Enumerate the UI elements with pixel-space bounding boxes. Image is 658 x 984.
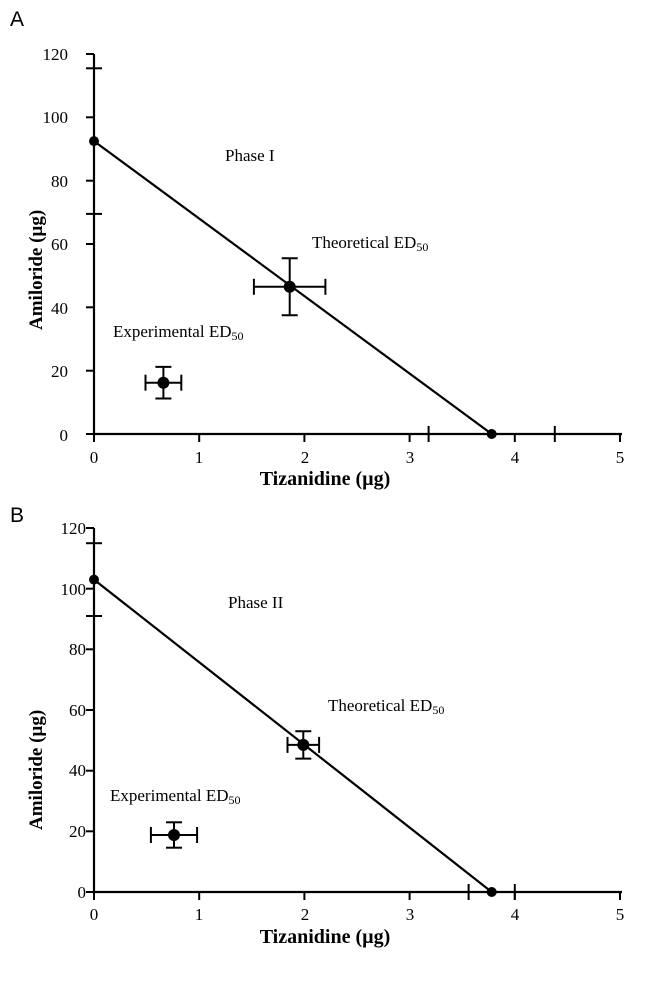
x-axis-label-a: Tizanidine (µg) xyxy=(259,468,391,490)
y-axis-label-b: Amiloride (µg) xyxy=(26,709,47,830)
x-tick-label-a-0: 0 xyxy=(89,448,99,467)
x-intercept-marker-a xyxy=(487,429,497,439)
y-intercept-marker-b xyxy=(89,575,99,585)
y-tick-label-b-80: 80 xyxy=(69,640,86,659)
theoretical-ed50-marker-a xyxy=(284,281,296,293)
experimental-ed50-marker-a xyxy=(157,377,169,389)
x-tick-label-b-3: 3 xyxy=(405,905,415,924)
y-ticks-a xyxy=(86,54,94,434)
y-tick-label-a-40: 40 xyxy=(51,299,68,318)
additivity-line-b xyxy=(94,580,492,892)
y-tick-label-b-40: 40 xyxy=(69,761,86,780)
x-tick-label-b-1: 1 xyxy=(194,905,204,924)
experimental-ed50-marker-b xyxy=(168,829,180,841)
experimental-ed50-label-text-b: Experimental ED xyxy=(110,786,229,805)
x-intercept-marker-b xyxy=(487,887,497,897)
theoretical-ed50-label-sub-a: 50 xyxy=(416,240,429,254)
y-axis-label-a: Amiloride (µg) xyxy=(26,209,47,330)
x-tick-label-b-2: 2 xyxy=(300,905,310,924)
y-tick-label-a-100: 100 xyxy=(42,108,68,127)
theoretical-ed50-label-sub-b: 50 xyxy=(432,703,445,717)
theoretical-ed50-label-text-a: Theoretical ED xyxy=(312,233,417,252)
x-ticks-a xyxy=(94,434,620,442)
experimental-ed50-label-text-a: Experimental ED xyxy=(113,322,232,341)
x-tick-label-a-4: 4 xyxy=(510,448,520,467)
y-tick-label-a-20: 20 xyxy=(51,362,68,381)
x-tick-label-a-3: 3 xyxy=(405,448,415,467)
y-tick-label-a-0: 0 xyxy=(59,426,68,445)
theoretical-ed50-marker-b xyxy=(297,739,309,751)
y-tick-label-a-60: 60 xyxy=(51,235,68,254)
x-tick-label-a-2: 2 xyxy=(300,448,310,467)
x-tick-label-a-5: 5 xyxy=(615,448,625,467)
y-tick-label-b-20: 20 xyxy=(69,822,86,841)
experimental-ed50-label-sub-a: 50 xyxy=(231,329,244,343)
chart-canvas-b xyxy=(0,500,658,984)
y-tick-label-b-60: 60 xyxy=(69,701,86,720)
y-tick-label-b-120: 120 xyxy=(60,519,86,538)
panel-letter-a: A xyxy=(10,8,25,31)
phase-label-b: Phase II xyxy=(228,593,284,612)
y-intercept-marker-a xyxy=(89,136,99,146)
x-ticks-b xyxy=(94,892,620,900)
y-tick-label-b-100: 100 xyxy=(60,580,86,599)
y-tick-label-a-120: 120 xyxy=(42,45,68,64)
experimental-ed50-label-sub-b: 50 xyxy=(228,793,241,807)
x-axis-label-b: Tizanidine (µg) xyxy=(259,926,391,948)
x-tick-label-b-0: 0 xyxy=(89,905,99,924)
x-tick-label-a-1: 1 xyxy=(194,448,204,467)
x-tick-label-b-4: 4 xyxy=(510,905,520,924)
theoretical-ed50-label-text-b: Theoretical ED xyxy=(328,696,433,715)
y-tick-label-b-0: 0 xyxy=(77,883,86,902)
x-tick-label-b-5: 5 xyxy=(615,905,625,924)
panel-b xyxy=(0,500,658,984)
phase-label-a: Phase I xyxy=(225,146,275,165)
y-tick-label-a-80: 80 xyxy=(51,172,68,191)
panel-letter-b: B xyxy=(10,504,25,527)
